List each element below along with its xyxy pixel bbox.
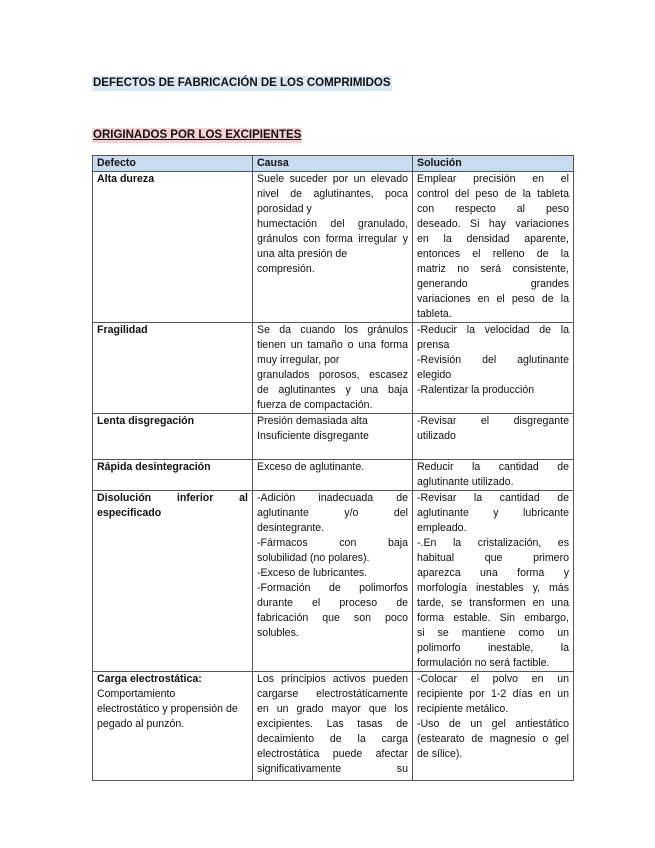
cell-causa — [253, 172, 413, 323]
cell-text-line: electrostática puede afectar — [257, 748, 408, 760]
cell-text-line: excipientes. Las tasas de — [257, 718, 408, 730]
table-body — [93, 172, 574, 781]
cell-text-line: Fragilidad — [97, 324, 148, 336]
cell-text-line: habitual que primero — [417, 552, 569, 564]
cell-text-line: -Fármacos con baja — [257, 537, 408, 549]
cell-text-line: granulados porosos, escasez — [257, 369, 408, 381]
cell-text-line: (estearato de magnesio o gel — [417, 733, 569, 745]
cell-text-line: polimorfo inestable, la — [417, 642, 569, 654]
cell-text-line: Carga electrostática: — [97, 673, 202, 685]
cell-text-line: elegido — [417, 369, 452, 381]
cell-defecto — [93, 672, 253, 781]
cell-text-line: durante el proceso de — [257, 597, 408, 609]
cell-text-line: Presión demasiada alta — [257, 415, 368, 427]
table-row — [93, 491, 574, 672]
header-solucion: Solución — [413, 156, 574, 172]
cell-defecto — [93, 172, 253, 323]
table-row — [93, 172, 574, 323]
cell-text-line: de aglutinantes y una baja — [257, 384, 408, 396]
cell-text-line: tableta. — [417, 308, 452, 320]
cell-text-line: Disolución inferior al — [97, 492, 248, 504]
cell-text-line: -Uso de un gel antiestático — [417, 718, 569, 730]
header-causa: Causa — [253, 156, 413, 172]
cell-causa — [253, 672, 413, 781]
cell-solucion — [413, 323, 574, 414]
cell-text-line: fuerza de compactación. — [257, 399, 373, 411]
cell-text-line: aglutinante utilizado. — [417, 476, 514, 488]
cell-text-line: significativamente su — [257, 763, 408, 775]
table-row — [93, 672, 574, 781]
table-row — [93, 414, 574, 460]
cell-text-line: variaciones en el peso de la — [417, 293, 569, 305]
cell-solucion — [413, 672, 574, 781]
cell-text-line: gránulos con forma irregular y — [257, 233, 408, 245]
cell-text-line: Lenta disgregación — [97, 415, 195, 427]
cell-text-line: tarde, se transformen en una — [417, 597, 569, 609]
cell-causa — [253, 414, 413, 460]
cell-text-line: deseado. Si hay variaciones — [417, 218, 569, 230]
table-row — [93, 323, 574, 414]
header-defecto: Defecto — [93, 156, 253, 172]
cell-text-line: -Exceso de lubricantes. — [257, 567, 368, 579]
cell-text-line: -.En la cristalización, es — [417, 537, 569, 549]
section-heading: ORIGINADOS POR LOS EXCIPIENTES — [93, 129, 302, 141]
cell-text-line: Rápida desintegración — [97, 461, 211, 473]
cell-text-line: en un grado mayor que los — [257, 703, 408, 715]
document-title: DEFECTOS DE FABRICACIÓN DE LOS COMPRIMIDOS — [93, 77, 391, 89]
cell-text-line: -Ralentizar la producción — [417, 384, 535, 396]
cell-defecto — [93, 414, 253, 460]
cell-text-line: electrostático y propensión de — [97, 703, 238, 715]
cell-text-line: -Revisar la cantidad de — [417, 492, 569, 504]
cell-text-line: aglutinante y/o del — [257, 507, 408, 519]
cell-text-line: Insuficiente disgregante — [257, 430, 369, 442]
cell-text-line: desintegrante. — [257, 522, 325, 534]
cell-text-line: humectación del granulado, — [257, 218, 408, 230]
cell-text-line: muy irregular, por — [257, 354, 340, 366]
cell-text-line: formulación no será factible. — [417, 657, 550, 669]
cell-text-line: una alta presión de — [257, 248, 348, 260]
cell-causa — [253, 323, 413, 414]
cell-solucion — [413, 172, 574, 323]
cell-solucion — [413, 491, 574, 672]
cell-text-line: decaimiento de la carga — [257, 733, 408, 745]
cell-text-line: -Colocar el polvo en un — [417, 673, 569, 685]
cell-text-line: -Adición inadecuada de — [257, 492, 408, 504]
cell-text-line: morfología inestables y, más — [417, 582, 569, 594]
cell-text-line: si se mantiene como un — [417, 627, 569, 639]
cell-text-line: Los principios activos pueden — [257, 673, 408, 685]
cell-text-line: con respecto al peso — [417, 203, 569, 215]
cell-text-line: fabricación que son poco — [257, 612, 408, 624]
cell-text-line: generando grandes — [417, 278, 569, 290]
cell-text-line: recipiente metálico. — [417, 703, 509, 715]
cell-text-line: aglutinante y lubricante — [417, 507, 569, 519]
cell-text-line: empleado. — [417, 522, 467, 534]
cell-text-line: -Formación de polimorfos — [257, 582, 408, 594]
cell-solucion — [413, 414, 574, 460]
cell-defecto — [93, 460, 253, 491]
cell-text-line: pegado al punzón. — [97, 718, 185, 730]
cell-text-line: control del peso de la tableta — [417, 188, 569, 200]
cell-text-line: forma estable. Sin embargo, — [417, 612, 569, 624]
cell-text-line: Alta dureza — [97, 173, 155, 185]
table-header-row — [93, 156, 574, 172]
cell-text-line: Reducir la cantidad de — [417, 461, 569, 473]
cell-text-line: aparezca una forma y — [417, 567, 569, 579]
cell-text-line: cargarse electrostáticamente — [257, 688, 408, 700]
cell-text-line: entonces el relleno de la — [417, 248, 569, 260]
cell-text-line: compresión. — [257, 263, 315, 275]
cell-text-line: -Reducir la velocidad de la — [417, 324, 569, 336]
cell-text-line: Se da cuando los gránulos — [257, 324, 408, 336]
cell-defecto — [93, 491, 253, 672]
cell-text-line: en la densidad aparente, — [417, 233, 569, 245]
cell-text-line: solubilidad (no polares). — [257, 552, 370, 564]
table-row — [93, 460, 574, 491]
cell-text-line: matriz no será consistente, — [417, 263, 569, 275]
cell-text-line: Suele suceder por un elevado — [257, 173, 408, 185]
cell-text-line: Exceso de aglutinante. — [257, 461, 365, 473]
cell-text-line: porosidad y — [257, 203, 312, 215]
cell-text-line: nivel de aglutinantes, poca — [257, 188, 408, 200]
cell-text-line: especificado — [97, 507, 162, 519]
cell-text-line: -Revisión del aglutinante — [417, 354, 569, 366]
cell-causa — [253, 460, 413, 491]
cell-text-line: prensa — [417, 339, 450, 351]
cell-text-line: solubles. — [257, 627, 299, 639]
cell-text-line: Comportamiento — [97, 688, 176, 700]
cell-text-line: utilizado — [417, 430, 456, 442]
cell-solucion — [413, 460, 574, 491]
cell-causa — [253, 491, 413, 672]
cell-text-line: tienen un tamaño o una forma — [257, 339, 408, 351]
defects-table — [92, 155, 574, 781]
cell-text-line: -Revisar el disgregante — [417, 415, 569, 427]
cell-text-line: recipiente por 1-2 días en un — [417, 688, 569, 700]
cell-text-line: Emplear precisión en el — [417, 173, 569, 185]
cell-text-line: de sílice). — [417, 748, 463, 760]
cell-defecto — [93, 323, 253, 414]
